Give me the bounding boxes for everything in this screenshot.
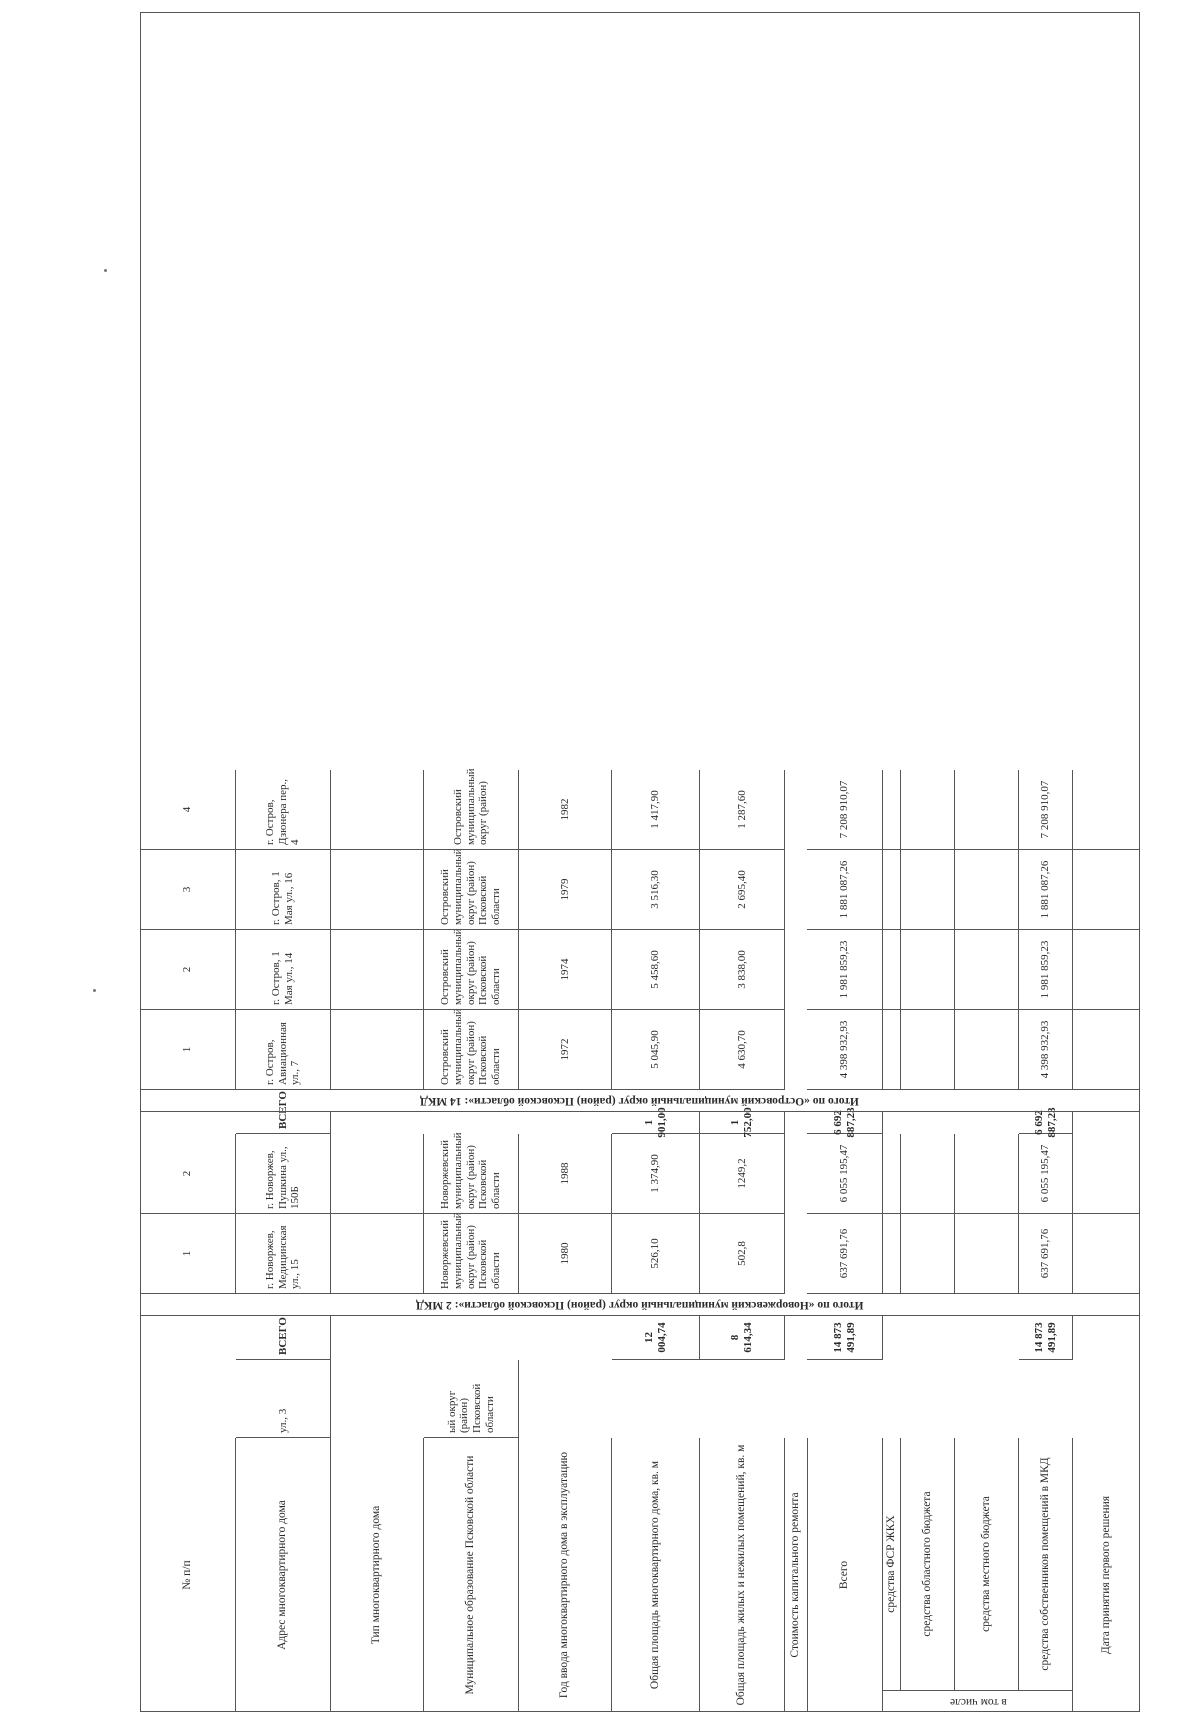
scan-speck — [93, 989, 96, 992]
group1-title — [140, 1294, 1140, 1316]
row-year: 1988 — [519, 1134, 612, 1214]
row-cost-total: 4 398 932,93 — [807, 1010, 883, 1090]
row-residential-area: 502,8 — [700, 1214, 785, 1294]
table-row — [140, 930, 1140, 1010]
row-municipality: Островский муниципальный округ (район) — [424, 770, 519, 850]
row-total-area: 5 045,90 — [612, 1010, 700, 1090]
scan-speck — [104, 269, 107, 272]
row-num: 1 — [140, 1010, 236, 1090]
grand-total-residential-area: 8 614,34 — [700, 1316, 785, 1360]
row-type — [331, 850, 424, 930]
table-row — [140, 770, 1140, 850]
header-total-area: Общая площадь многоквартирного дома, кв. м — [612, 1438, 700, 1712]
group2-title-row — [140, 1090, 1140, 1112]
row-total-area: 526,10 — [612, 1214, 700, 1294]
header-fund-regional: средства областного бюджета — [901, 1438, 955, 1690]
fragment-municipality: ый округ (район) Псковской области — [424, 1360, 519, 1438]
row-fund-local — [955, 1134, 1019, 1214]
row-address: г. Остров, Дзюнера пер., 4 — [236, 770, 331, 850]
row-fund-regional — [901, 1214, 955, 1294]
row-cost-total: 637 691,76 — [807, 1214, 883, 1294]
row-fund-local — [955, 770, 1019, 850]
grand-total-total-area: 12 004,74 — [612, 1316, 700, 1360]
row-num: 2 — [140, 930, 236, 1010]
row-residential-area: 4 630,70 — [700, 1010, 785, 1090]
row-total-area: 3 516,30 — [612, 850, 700, 930]
table-row — [140, 1214, 1140, 1294]
group1-total-owners: 6 692 887,23 — [1019, 1112, 1073, 1134]
row-cost-total: 6 055 195,47 — [807, 1134, 883, 1214]
row-fund-fsr — [883, 770, 901, 850]
row-residential-area: 3 838,00 — [700, 930, 785, 1010]
row-address: г. Новоржев, Пушкина ул., 150Б — [236, 1134, 331, 1214]
row-fund-regional — [901, 770, 955, 850]
row-total-area: 1 374,90 — [612, 1134, 700, 1214]
header-residential-area: Общая площадь жилых и нежилых помещений, кв. м — [700, 1438, 785, 1712]
group1-title-row — [140, 1294, 1140, 1316]
header-cost-group-label: Стоимость капитального ремонта — [785, 1438, 808, 1712]
group1-total-cost: 6 692 887,23 — [807, 1112, 883, 1134]
header-municipality: Муниципальное образование Псковской области — [424, 1438, 519, 1712]
row-fund-owners: 1 981 859,23 — [1019, 930, 1073, 1010]
row-fund-fsr — [883, 930, 901, 1010]
group2-title — [140, 1090, 1140, 1112]
header-num: № п/п — [140, 1438, 236, 1712]
row-num: 1 — [140, 1214, 236, 1294]
row-fund-local — [955, 850, 1019, 930]
row-fund-fsr — [883, 1010, 901, 1090]
row-fund-regional — [901, 930, 955, 1010]
row-fund-owners: 1 881 087,26 — [1019, 850, 1073, 930]
group2-title-text: Итого по «Островский муниципальный округ (район) Псковской области»: 14 МКД — [420, 1095, 859, 1107]
row-type — [331, 930, 424, 1010]
row-residential-area: 2 695,40 — [700, 850, 785, 930]
row-type — [331, 770, 424, 850]
row-date-first — [1073, 770, 1140, 850]
header-address: Адрес многоквартирного дома — [236, 1438, 331, 1712]
grand-total-row — [140, 1316, 1140, 1360]
header-date-first-notice: Дата принятия первого решения — [1099, 1495, 1112, 1655]
row-year: 1974 — [519, 930, 612, 1010]
row-fund-regional — [901, 850, 955, 930]
table-row-fragment — [140, 1360, 1140, 1438]
row-year: 1979 — [519, 850, 612, 930]
row-fund-fsr — [883, 1214, 901, 1294]
header-fund-local: средства местного бюджета — [955, 1438, 1019, 1690]
row-residential-area: 1 287,60 — [700, 770, 785, 850]
row-fund-owners: 637 691,76 — [1019, 1214, 1073, 1294]
row-cost-total: 1 981 859,23 — [807, 930, 883, 1010]
row-fund-owners: 4 398 932,93 — [1019, 1010, 1073, 1090]
group1-total-label: ВСЕГО — [236, 1112, 331, 1134]
row-address: г. Остров, 1 Мая ул., 16 — [236, 850, 331, 930]
row-municipality: Островский муниципальный округ (район) Псковской области — [424, 850, 519, 930]
row-type — [331, 1010, 424, 1090]
row-num: 4 — [140, 770, 236, 850]
row-cost-total: 1 881 087,26 — [807, 850, 883, 930]
row-type — [331, 1214, 424, 1294]
header-type: Тип многоквартирного дома — [331, 1438, 424, 1712]
fragment-address: ул., 3 — [236, 1360, 331, 1438]
group1-total-total-area: 1 901,00 — [612, 1112, 700, 1134]
row-num: 2 — [140, 1134, 236, 1214]
row-residential-area: 1249,2 — [700, 1134, 785, 1214]
row-address: г. Новоржев, Медицинская ул., 15 — [236, 1214, 331, 1294]
row-fund-regional — [901, 1010, 955, 1090]
row-fund-owners: 7 208 910,07 — [1019, 770, 1073, 850]
row-fund-local — [955, 1010, 1019, 1090]
table-row — [140, 850, 1140, 930]
works-header — [140, 1438, 1140, 1712]
table-row — [140, 1010, 1140, 1090]
row-year: 1982 — [519, 770, 612, 850]
row-address: г. Остров, Авиационная ул., 7 — [236, 1010, 331, 1090]
header-fund-fsr: средства ФСР ЖКХ — [883, 1438, 901, 1690]
row-total-area: 5 458,60 — [612, 930, 700, 1010]
capital-repair-table — [140, 12, 1140, 1712]
row-fund-owners: 6 055 195,47 — [1019, 1134, 1073, 1214]
table-row — [140, 1134, 1140, 1214]
group1-total-residential-area: 1 752,00 — [700, 1112, 785, 1134]
row-date-first — [1073, 1134, 1140, 1214]
row-fund-fsr — [883, 850, 901, 930]
row-date-first — [1073, 1010, 1140, 1090]
grand-total-cost: 14 873 491,89 — [807, 1316, 883, 1360]
row-cost-total: 7 208 910,07 — [807, 770, 883, 850]
row-year: 1980 — [519, 1214, 612, 1294]
header-cost-total: Всего — [807, 1438, 883, 1712]
row-fund-regional — [901, 1134, 955, 1214]
row-address: г. Остров, 1 Мая ул., 14 — [236, 930, 331, 1010]
grand-total-owners: 14 873 491,89 — [1019, 1316, 1073, 1360]
row-municipality: Островский муниципальный округ (район) Псковской области — [424, 930, 519, 1010]
header-year-commissioning: Год ввода многоквартирного дома в эксплуатацию — [519, 1438, 612, 1712]
header-cost-incl-text: в том числе — [949, 1696, 1007, 1709]
row-fund-local — [955, 930, 1019, 1010]
row-date-first — [1073, 1214, 1140, 1294]
row-date-first — [1073, 930, 1140, 1010]
row-total-area: 1 417,90 — [612, 770, 700, 850]
row-fund-fsr — [883, 1134, 901, 1214]
group1-title-text: Итого по «Новоржевский муниципальный округ (район) Псковской области»: 2 МКД — [415, 1299, 864, 1311]
row-type — [331, 1134, 424, 1214]
row-fund-local — [955, 1214, 1019, 1294]
row-municipality: Новоржевский муниципальный округ (район) Псковской области — [424, 1134, 519, 1214]
row-municipality: Новоржевский муниципальный округ (район) Псковской области — [424, 1214, 519, 1294]
header-fund-owners: средства собственников помещений в МКД — [1039, 1457, 1052, 1671]
row-num: 3 — [140, 850, 236, 930]
row-municipality: Островский муниципальный округ (район) Псковской области — [424, 1010, 519, 1090]
grand-total-label: ВСЕГО — [236, 1316, 331, 1360]
row-year: 1972 — [519, 1010, 612, 1090]
row-date-first — [1073, 850, 1140, 930]
